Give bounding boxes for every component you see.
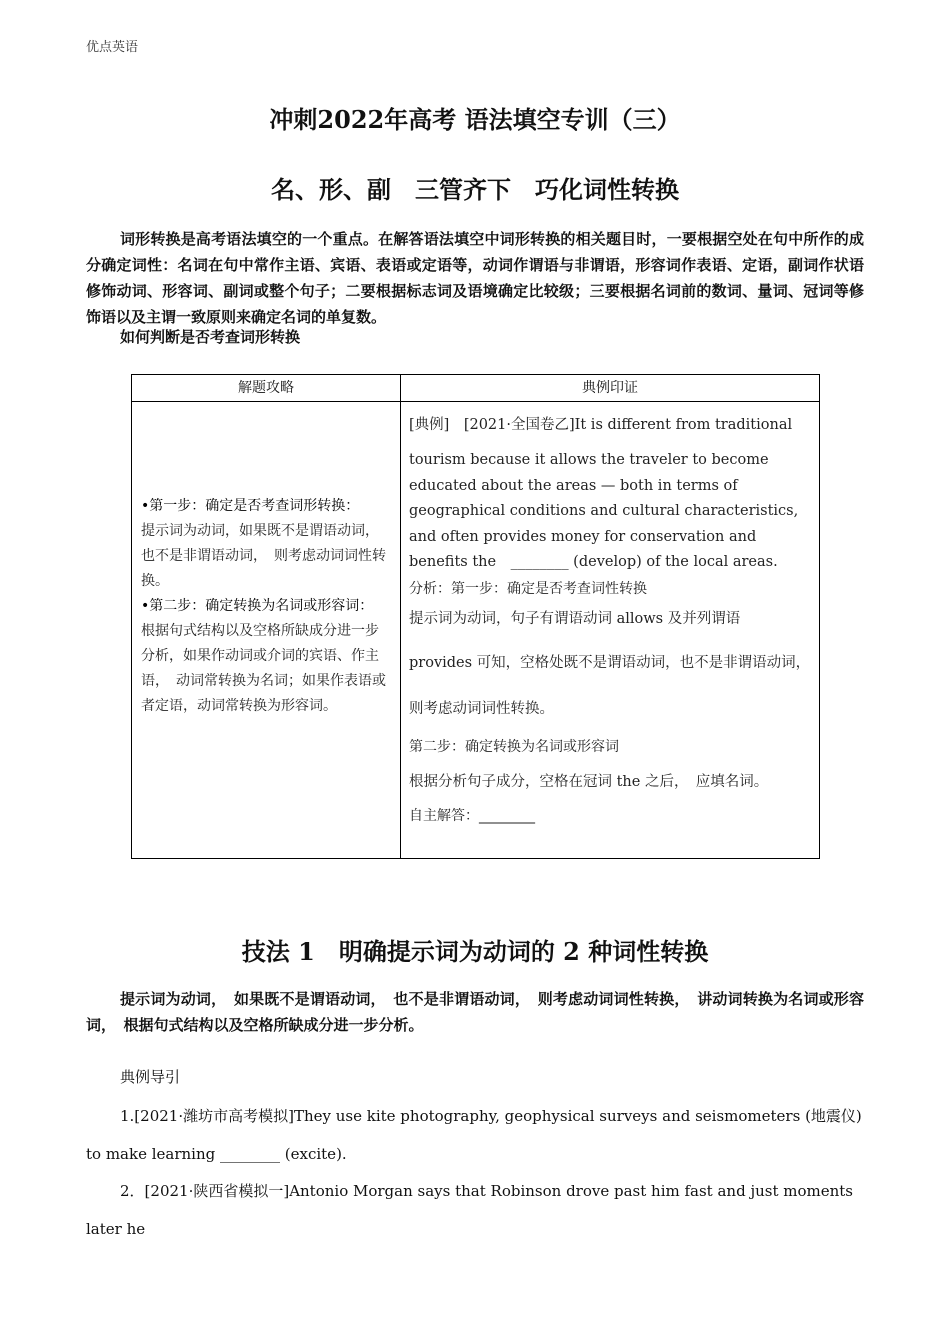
example-line-6: 第二步：确定转换为名词或形容词 <box>409 738 619 755</box>
example-line-7: 根据分析句子成分，空格在冠词 the 之后， 应填名词。 <box>409 773 769 790</box>
strategy-cell <box>132 402 401 859</box>
example-line-5: provides 可知，空格处既不是谓语动词，也不是非谓语动词， 则考虑动词词性转换。 <box>409 654 818 717</box>
page-title: 冲刺2022年高考 语法填空专训（三） <box>269 105 681 134</box>
example-line-8: 自主解答：________ <box>409 807 535 824</box>
page-subtitle: 名、形、副 三管齐下 巧化词性转换 <box>271 175 679 204</box>
table-header-strategy: 解题攻略 <box>132 375 401 402</box>
example-item-1: 1.[2021·潍坊市高考模拟]They use kite photography, geophysical surveys and seismometers (地震仪) to make learning ________ (excite). <box>86 1107 862 1163</box>
example-line-1: [典例] [2021·全国卷乙]It is different from traditional <box>409 417 793 433</box>
technique-intro: 提示词为动词， 如果既不是谓语动词， 也不是非谓语动词， 则考虑动词词性转换， 讲动词转换为名词或形容词， 根据句式结构以及空格所缺成分进一步分析。 <box>86 990 864 1034</box>
table-body-row <box>132 402 820 859</box>
example-line-2: tourism because it allows the traveler to become educated about the areas — both in terms of geographical conditions and cultural characteristics, and often provides money for conservation and benefits the ________ (develop) of the local areas. <box>409 452 799 570</box>
step2-body: 根据句式结构以及空格所缺成分进一步分析，如果作动词或介词的宾语、作主语， 动词常转换为名词；如果作表语或者定语，动词常转换为形容词。 <box>141 623 386 714</box>
technique-title: 技法 1 明确提示词为动词的 2 种词性转换 <box>241 937 709 966</box>
header-brand: 优点英语 <box>86 40 139 55</box>
table-header-example: 典例印证 <box>401 375 820 402</box>
guide-label: 典例导引 <box>120 1068 181 1086</box>
step1-title: •第一步：确定是否考查词形转换： <box>141 498 360 514</box>
step1-body: 提示词为动词，如果既不是谓语动词， 也不是非谓语动词， 则考虑动词词性转换。 <box>141 523 386 589</box>
strategy-table <box>131 374 820 859</box>
example-line-4: 提示词为动词，句子有谓语动词 allows 及并列谓语 <box>409 610 741 627</box>
example-line-3: 分析：第一步：确定是否考查词性转换 <box>409 580 647 597</box>
example-item-2: 2．[2021·陕西省模拟一]Antonio Morgan says that Robinson drove past him fast and just moments later he <box>86 1182 854 1238</box>
step2-title: •第二步：确定转换为名词或形容词： <box>141 598 374 614</box>
intro-paragraph: 词形转换是高考语法填空的一个重点。在解答语法填空中词形转换的相关题目时，一要根据空处在句中所作的成分确定词性：名词在句中常作主语、宾语、表语或定语等，动词作谓语与非谓语，形容词作表语、定语，副词作状语修饰动词、形容词、副词或整个句子；二要根据标志词及语境确定比较级；三要根据名词前的数词、量词、冠词等修饰语以及主谓一致原则来确定名词的单复数。 <box>86 230 864 326</box>
example-cell <box>401 402 820 859</box>
table-header-row <box>132 375 820 402</box>
judge-heading: 如何判断是否考查词形转换 <box>120 328 301 346</box>
